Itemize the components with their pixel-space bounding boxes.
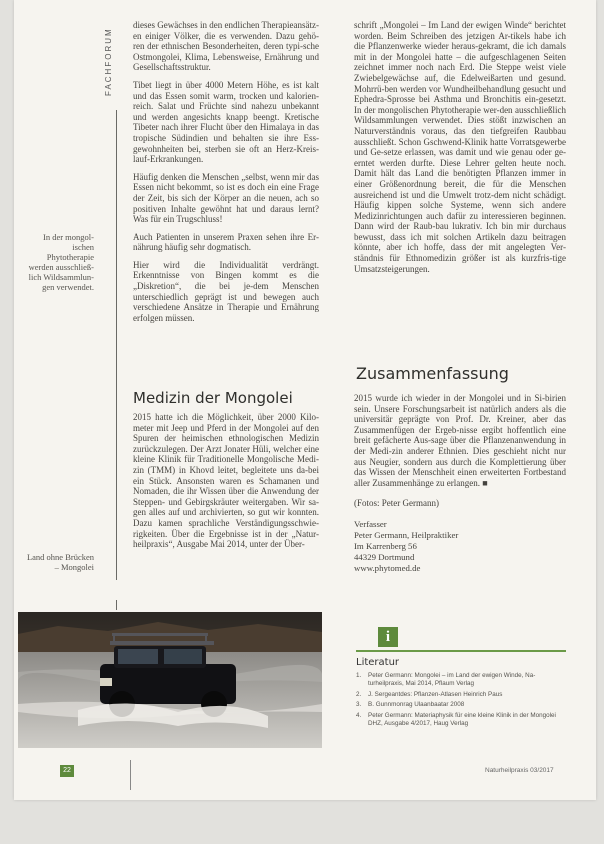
paragraph: Auch Patienten in unserem Praxen sehen ihre Er-nährung häufig sehr dogmatisch.: [133, 231, 319, 253]
rail-divider-lower: [116, 600, 117, 610]
paragraph: Tibet liegt in über 4000 Metern Höhe, es ist kalt und das Essen somit warm, trocken und kalorien-reich. Salat und Früchte sind nahezu unbekannt und werden angesichts knapp beengt. Kretische Tibeter nach ihrer Flucht über den Himalaya in das tropische Südindien und behalten sie ihre Ess-gewohnheiten bei, sterben sie oft an Herz-Kreis-lauf-Erkrankungen.: [133, 79, 319, 165]
magazine-footer: Naturheilpraxis 03/2017: [485, 767, 554, 774]
rail-divider: [116, 110, 117, 580]
column-left-top: [133, 20, 319, 323]
photo-jeep-river: [18, 612, 322, 748]
list-item: 1. Peter Germann: Mongolei – im Land der ewigen Winde, Na-turheilpraxis, Mai 2014, Pflaum Verlag: [356, 672, 536, 688]
author-street: Im Karrenberg 56: [354, 540, 417, 551]
author-city: 44329 Dortmund: [354, 551, 415, 562]
side-note-photo-caption: Land ohne Brücken – Mongolei: [26, 552, 94, 572]
info-icon: i: [378, 627, 398, 647]
column-left-medizin: [133, 412, 319, 550]
photo-image: [18, 612, 322, 748]
column-right-summary: [354, 393, 566, 574]
paragraph: 2015 hatte ich die Möglichkeit, über 2000 Kilo-meter mit Jeep und Pferd in der Mongolei auf den Spuren der heimischen ethnologischen Medizin zurückzulegen. Der Arzt Jonater Hüli, welcher eine kleine Klinik für Traditionelle Mongolische Medi-zin (TMM) in Khovd leitet, begleitete uns da-bei ein Stück. Ansonsten waren es Schamanen und Nomaden, die ihr Wissen über die Anwendung der Steppen- und Gebirgskräuter weitergaben. Wir sa-gen alles auf und archivierten, so gut wir konnten. Dazu kamen sprachliche Verständigungsschwie-rigkeiten. Über die Ergebnisse ist in der „Natur-heilpraxis“, Ausgabe Mai 2014, unter der Über-: [133, 412, 319, 550]
heading-literatur: Literatur: [356, 657, 400, 668]
photo-credit: (Fotos: Peter Germann): [354, 498, 439, 509]
list-item: 2. J. Sergeantdes: Pflanzen-Atlasen Heinrich Paus: [356, 690, 503, 698]
side-note-wildsammlung: In der mongol-ischen Phytotherapie werden ausschließ-lich Wildsammlun-gen verwendet.: [28, 232, 94, 292]
author-website[interactable]: www.phytomed.de: [354, 562, 421, 573]
page-number: 22: [60, 765, 74, 777]
paragraph: 2015 wurde ich wieder in der Mongolei und in Si-birien sein. Unsere Forschungsarbeit ist natürlich anders als die universitär geprägte von Prof. Dr. Kreiner, aber das Zusammenfügen der Ergeb-nisse ergibt hoffentlich eine breit gefächerte Aus-sage über die Pflanzenanwendung in der Medi-zin anderer Ethnien. Dies geschieht nicht nur aus Neugier, sondern aus durch die Komplettierung über das Wissen der Menschheit einen erweiterten Fortbestand aller Zusammenhänge zu erlangen. ■: [354, 393, 566, 488]
list-item: 4. Peter Germann: Materiaphysik für eine kleine Klinik in der Mongolei DHZ, Ausgabe 4/2017, Haug Verlag: [356, 711, 556, 728]
author-block: [354, 519, 566, 574]
heading-zusammenfassung: Zusammenfassung: [356, 364, 509, 383]
heading-medizin: Medizin der Mongolei: [133, 389, 293, 407]
footer-divider: [130, 760, 131, 790]
literature-list: [356, 672, 570, 730]
paragraph: Hier wird die Individualität verdrängt. Erkenntnisse von Bingen kommt es die „Diskretion“, die bei je-dem Menschen unterschiedlich geprägt ist und bewegen auch verschiedene Ansätze in Therapie und Ernährung erfolgen müssen.: [133, 259, 319, 323]
list-item: 3. B. Gunnmonrag Ulaanbaatar 2008: [356, 701, 465, 709]
author-label: Verfasser: [354, 518, 387, 529]
author-name: Peter Germann, Heilpraktiker: [354, 529, 459, 540]
literature-divider: [356, 650, 566, 652]
section-label: FACHFORUM: [104, 27, 113, 97]
paragraph: schrift „Mongolei – Im Land der ewigen Winde“ berichtet worden. Beim Schreiben des jetzigen Ar-tikels habe ich die Pflanzenwerke wieder heraus-gekramt, die ich damals mit in der Mongolei hatte – die aufgeschlagenen Seiten zeichnet immer noch nach Erd. Die Steppe weist viele Zwiebelgewächse auf, die Edelweißarten und gesund. Mohrrü-ben werden vor Wundheilbehandlung gesucht und Ephedra-Sprosse bei Asthma und Bronchitis ein-gesetzt. In der mongolischen Phytotherapie wer-den ausschließlich Wildsammlungen verwendet. Dies stößt inzwischen an Naturverständnis voraus, das den tiefgreifen Raubbau ausschließt. Schon Gschwend-Klinik hatte Vorratsgewerbe und Ge-setze erlassen, was damit und wie genau oder ge-erntet werden durfte. Diese Lehrer gelten heute noch. Damit hält das Land die benötigten Pflanzen immer in einer Größenordnung bereit, die für die Menschen ausreichend ist und die Umwelt trotz-dem nicht schädigt. Häufig kippen solche Systeme, wenn sich andere Medizinrichtungen auch dafür zu interessieren beginnen. Dann wird der Raub-bau lukrativ. Ich bin mir durchaus bewusst, dass ich mit solchen Artikeln dazu beitragen könnte, aber ich hoffe, dass der mit angelegten Ver-ständnis für Ethnomedizin größer ist als kurzfris-tige Umsatzsteigerungen.: [354, 20, 566, 274]
paragraph: dieses Gewächses in den endlichen Therapieansätz-en einiger Völker, die es verwenden. Dazu gehö-ren der ethnischen Besonderheiten, deren typi-sche Ostmongolei, Klima, Lebensweise, Ernährung und Gesellschaftsstruktur.: [133, 20, 320, 73]
paragraph: Häufig denken die Menschen „selbst, wenn mir das Essen nicht bekommt, so ist es doch ein eine Frage der Zeit, bis sich der Körper an die neuen, ach so positiven Inhalte gewöhnt hat und daraus lernt? Was für ein Trugschluss!: [133, 171, 319, 225]
column-right-top: [354, 20, 566, 274]
